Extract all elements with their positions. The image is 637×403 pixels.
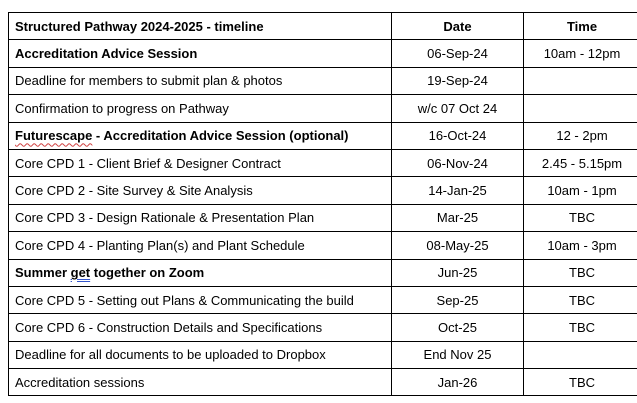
row-event: Core CPD 5 - Setting out Plans & Communicating the build (9, 286, 392, 313)
row-time: 2.45 - 5.15pm (524, 149, 637, 176)
timeline-table (8, 12, 637, 396)
row-date: End Nov 25 (392, 341, 524, 368)
table-row (9, 67, 637, 94)
row-time (524, 95, 637, 122)
row-time (524, 67, 637, 94)
row-date: 06-Sep-24 (392, 40, 524, 67)
row-event: Accreditation Advice Session (9, 40, 392, 67)
row-event: Accreditation sessions (9, 369, 392, 396)
row-date: Jun-25 (392, 259, 524, 286)
header-event: Structured Pathway 2024-2025 - timeline (9, 13, 392, 40)
row-date: 14-Jan-25 (392, 177, 524, 204)
row-date: Oct-25 (392, 314, 524, 341)
row-date: 08-May-25 (392, 232, 524, 259)
row-event: Core CPD 2 - Site Survey & Site Analysis (9, 177, 392, 204)
row-event: Confirmation to progress on Pathway (9, 95, 392, 122)
row-event-rest: - Accreditation Advice Session (optional) (92, 128, 349, 144)
row-date: w/c 07 Oct 24 (392, 95, 524, 122)
header-time: Time (524, 13, 637, 40)
table-row (9, 314, 637, 341)
table-header-row (9, 13, 637, 40)
row-date: 16-Oct-24 (392, 122, 524, 149)
table-row (9, 204, 637, 231)
table-row (9, 259, 637, 286)
row-event: Core CPD 4 - Planting Plan(s) and Plant Schedule (9, 232, 392, 259)
row-time: TBC (524, 286, 637, 313)
row-time (524, 341, 637, 368)
row-date: Sep-25 (392, 286, 524, 313)
row-date: 19-Sep-24 (392, 67, 524, 94)
table-row (9, 232, 637, 259)
table-row (9, 286, 637, 313)
table-row (9, 341, 637, 368)
row-event-start: Summer (15, 265, 71, 281)
row-time: 10am - 1pm (524, 177, 637, 204)
row-date: Mar-25 (392, 204, 524, 231)
grammar-check-word[interactable]: get (70, 265, 91, 281)
row-event: Core CPD 6 - Construction Details and Specifications (9, 314, 392, 341)
header-date: Date (392, 13, 524, 40)
table-row (9, 177, 637, 204)
table-row (9, 95, 637, 122)
row-time: TBC (524, 259, 637, 286)
row-event: Core CPD 3 - Design Rationale & Presentation Plan (9, 204, 392, 231)
row-time: TBC (524, 369, 637, 396)
row-date: 06-Nov-24 (392, 149, 524, 176)
row-time: 10am - 3pm (524, 232, 637, 259)
table-row (9, 369, 637, 396)
row-event (9, 122, 392, 149)
row-event: Deadline for all documents to be uploaded to Dropbox (9, 341, 392, 368)
row-event: Core CPD 1 - Client Brief & Designer Contract (9, 149, 392, 176)
row-event (9, 259, 392, 286)
row-time: 12 - 2pm (524, 122, 637, 149)
row-time: TBC (524, 314, 637, 341)
spellcheck-word[interactable]: Futurescape (15, 128, 93, 144)
row-date: Jan-26 (392, 369, 524, 396)
row-time: TBC (524, 204, 637, 231)
row-event: Deadline for members to submit plan & photos (9, 67, 392, 94)
table-row (9, 40, 637, 67)
table-row (9, 149, 637, 176)
table-row (9, 122, 637, 149)
row-time: 10am - 12pm (524, 40, 637, 67)
row-event-rest: together on Zoom (90, 265, 205, 281)
